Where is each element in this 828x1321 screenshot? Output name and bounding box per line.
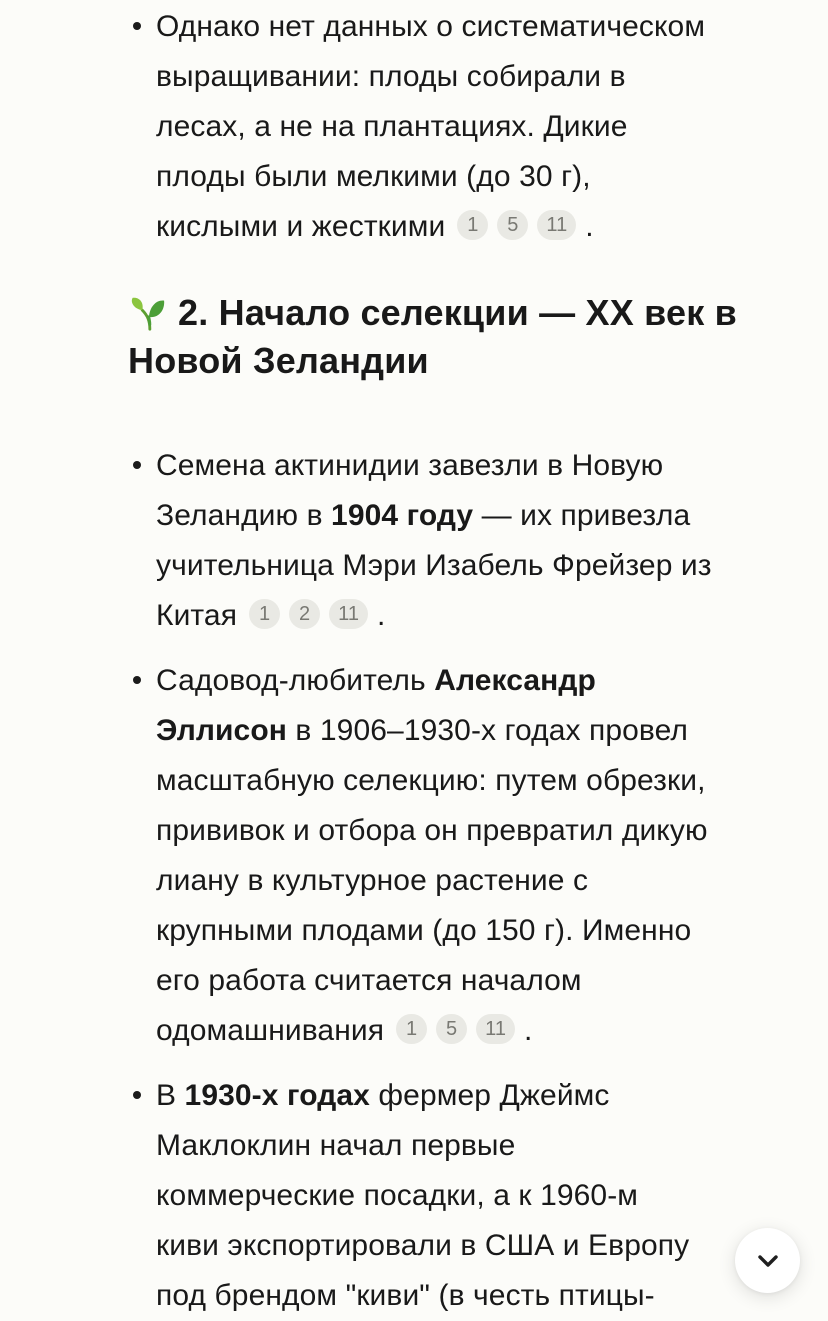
bullet-item — [156, 441, 808, 641]
bold-text: Эллисон — [156, 714, 287, 747]
text-span: Зеландию в — [156, 499, 332, 532]
text-span: В — [156, 1079, 185, 1112]
text-span: . — [585, 210, 594, 243]
text-line — [156, 1271, 808, 1321]
bold-text: 1904 году — [331, 499, 474, 532]
chevron-down-icon — [752, 1245, 784, 1277]
text-line — [156, 202, 808, 252]
bullet-item — [156, 2, 808, 252]
text-span: выращивании: плоды собирали в — [156, 60, 626, 93]
citation-badge[interactable]: 11 — [329, 599, 368, 629]
citation-badge[interactable]: 1 — [457, 210, 488, 240]
bullet-marker — [133, 22, 141, 30]
text-line — [156, 441, 808, 491]
text-span: лесах, а не на плантациях. Дикие — [156, 110, 628, 143]
text-line — [156, 1121, 808, 1171]
citation-badge[interactable]: 1 — [396, 1014, 427, 1044]
text-line — [156, 591, 808, 641]
text-line — [156, 52, 808, 102]
text-span: его работа считается началом — [156, 964, 582, 997]
text-span: Садовод-любитель — [156, 664, 435, 697]
heading-line — [128, 337, 808, 385]
text-span: — их привезла — [473, 499, 691, 532]
text-span: крупными плодами (до 150 г). Именно — [156, 914, 692, 947]
scroll-to-bottom-button[interactable] — [735, 1228, 800, 1293]
text-span: масштабную селекцию: путем обрезки, — [156, 764, 706, 797]
text-line — [156, 656, 808, 706]
citation-badge[interactable]: 11 — [476, 1014, 515, 1044]
text-line — [156, 541, 808, 591]
citation-group — [457, 210, 576, 240]
text-line — [156, 1221, 808, 1271]
bullet-marker — [133, 676, 141, 684]
text-span: лиану в культурное растение с — [156, 864, 589, 897]
citation-badge[interactable]: 11 — [537, 210, 576, 240]
citation-badge[interactable]: 1 — [249, 599, 280, 629]
bullet-item — [156, 656, 808, 1056]
citation-badge[interactable]: 2 — [289, 599, 320, 629]
text-span: . — [377, 599, 386, 632]
text-line — [156, 756, 808, 806]
bold-text: Александр — [434, 664, 596, 697]
text-line — [156, 1171, 808, 1221]
text-span: Новой Зеландии — [128, 340, 429, 381]
text-span: Китая — [156, 599, 238, 632]
text-span: кислыми и жесткими — [156, 210, 446, 243]
heading-line — [128, 289, 808, 337]
citation-badge[interactable]: 5 — [436, 1014, 467, 1044]
citation-group — [249, 599, 368, 629]
text-span: киви экспортировали в США и Европу — [156, 1229, 690, 1262]
text-line — [156, 2, 808, 52]
section-heading — [128, 289, 808, 385]
text-span: под брендом "киви" (в честь птицы- — [156, 1279, 655, 1312]
text-line — [156, 1071, 808, 1121]
bullet-marker — [133, 1091, 141, 1099]
text-line — [156, 1006, 808, 1056]
text-span: . — [524, 1014, 533, 1047]
text-span: прививок и отбора он превратил дикую — [156, 814, 708, 847]
text-span: Однако нет данных о систематическом — [156, 10, 706, 43]
text-line — [156, 706, 808, 756]
bullet-marker — [133, 461, 141, 469]
citation-badge[interactable]: 5 — [497, 210, 528, 240]
text-span: 2. Начало селекции — XX век в — [178, 292, 737, 333]
text-line — [156, 956, 808, 1006]
citation-group — [396, 1014, 515, 1044]
text-span: учительница Мэри Изабель Фрейзер из — [156, 549, 712, 582]
text-line — [156, 152, 808, 202]
bullet-item — [156, 1071, 808, 1321]
text-span: плоды были мелкими (до 30 г), — [156, 160, 591, 193]
text-span: Семена актинидии завезли в Новую — [156, 449, 664, 482]
text-span: коммерческие посадки, а к 1960-м — [156, 1179, 639, 1212]
text-span: в 1906–1930-х годах провел — [286, 714, 689, 747]
text-line — [156, 906, 808, 956]
text-span: Маклоклин начал первые — [156, 1129, 516, 1162]
text-span: одомашнивания — [156, 1014, 385, 1047]
text-span: фермер Джеймс — [369, 1079, 610, 1112]
text-line — [156, 806, 808, 856]
text-line — [156, 491, 808, 541]
text-line — [156, 856, 808, 906]
text-line — [156, 102, 808, 152]
bold-text: 1930-х годах — [184, 1079, 370, 1112]
